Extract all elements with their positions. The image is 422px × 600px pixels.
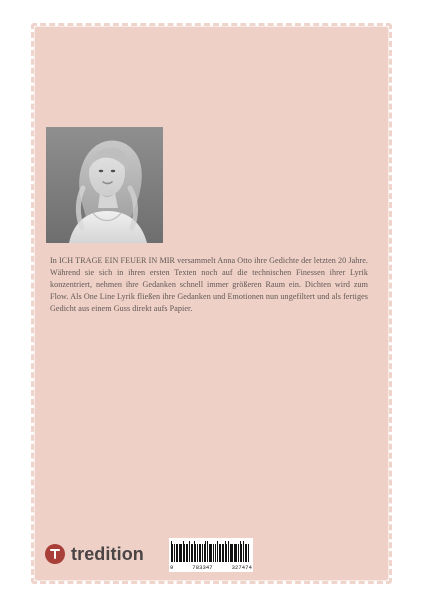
tredition-logo-icon (45, 544, 65, 564)
barcode-group-two: 327474 (231, 563, 252, 571)
barcode-bar (189, 541, 190, 562)
barcode-bar (243, 541, 244, 562)
barcode-bar (184, 544, 185, 562)
barcode-bar (222, 544, 223, 562)
barcode-bar (231, 544, 232, 562)
barcode-bar (211, 544, 212, 562)
barcode-bar (207, 541, 208, 562)
author-portrait-image (46, 127, 163, 243)
barcode-bar (174, 544, 175, 562)
publisher-logo (45, 540, 144, 567)
barcode-bars (171, 541, 249, 562)
publisher-name: tredition (71, 543, 144, 564)
isbn-barcode (169, 538, 253, 572)
barcode-group-one: 783347 (192, 563, 213, 571)
book-description: In ICH TRAGE EIN FEUER IN MIR versammelt Anna Otto ihre Gedichte der letzten 20 Jahre. Während sie sich in ihren ersten Texten noch auf die technischen Finessen ihrer Lyrik konzentriert, nehmen ihre Gedanken schnell immer größeren Raum ein. Dichten wird zum Flow. Als One Line Lyrik fließen ihre Gedanken und Emotionen nun ungefiltert und als fertiges Gedicht aus einem Guss direkt aufs Papier. (50, 256, 368, 314)
barcode-bar (236, 544, 237, 562)
barcode-bar (246, 544, 247, 562)
barcode-bar (200, 544, 201, 562)
barcode-number (170, 565, 252, 571)
barcode-bar (180, 544, 181, 562)
author-photo (46, 127, 163, 243)
barcode-bar (197, 544, 198, 562)
barcode-first-digit: 9 (170, 563, 174, 571)
barcode-bar (215, 544, 216, 562)
barcode-bar (226, 544, 227, 562)
